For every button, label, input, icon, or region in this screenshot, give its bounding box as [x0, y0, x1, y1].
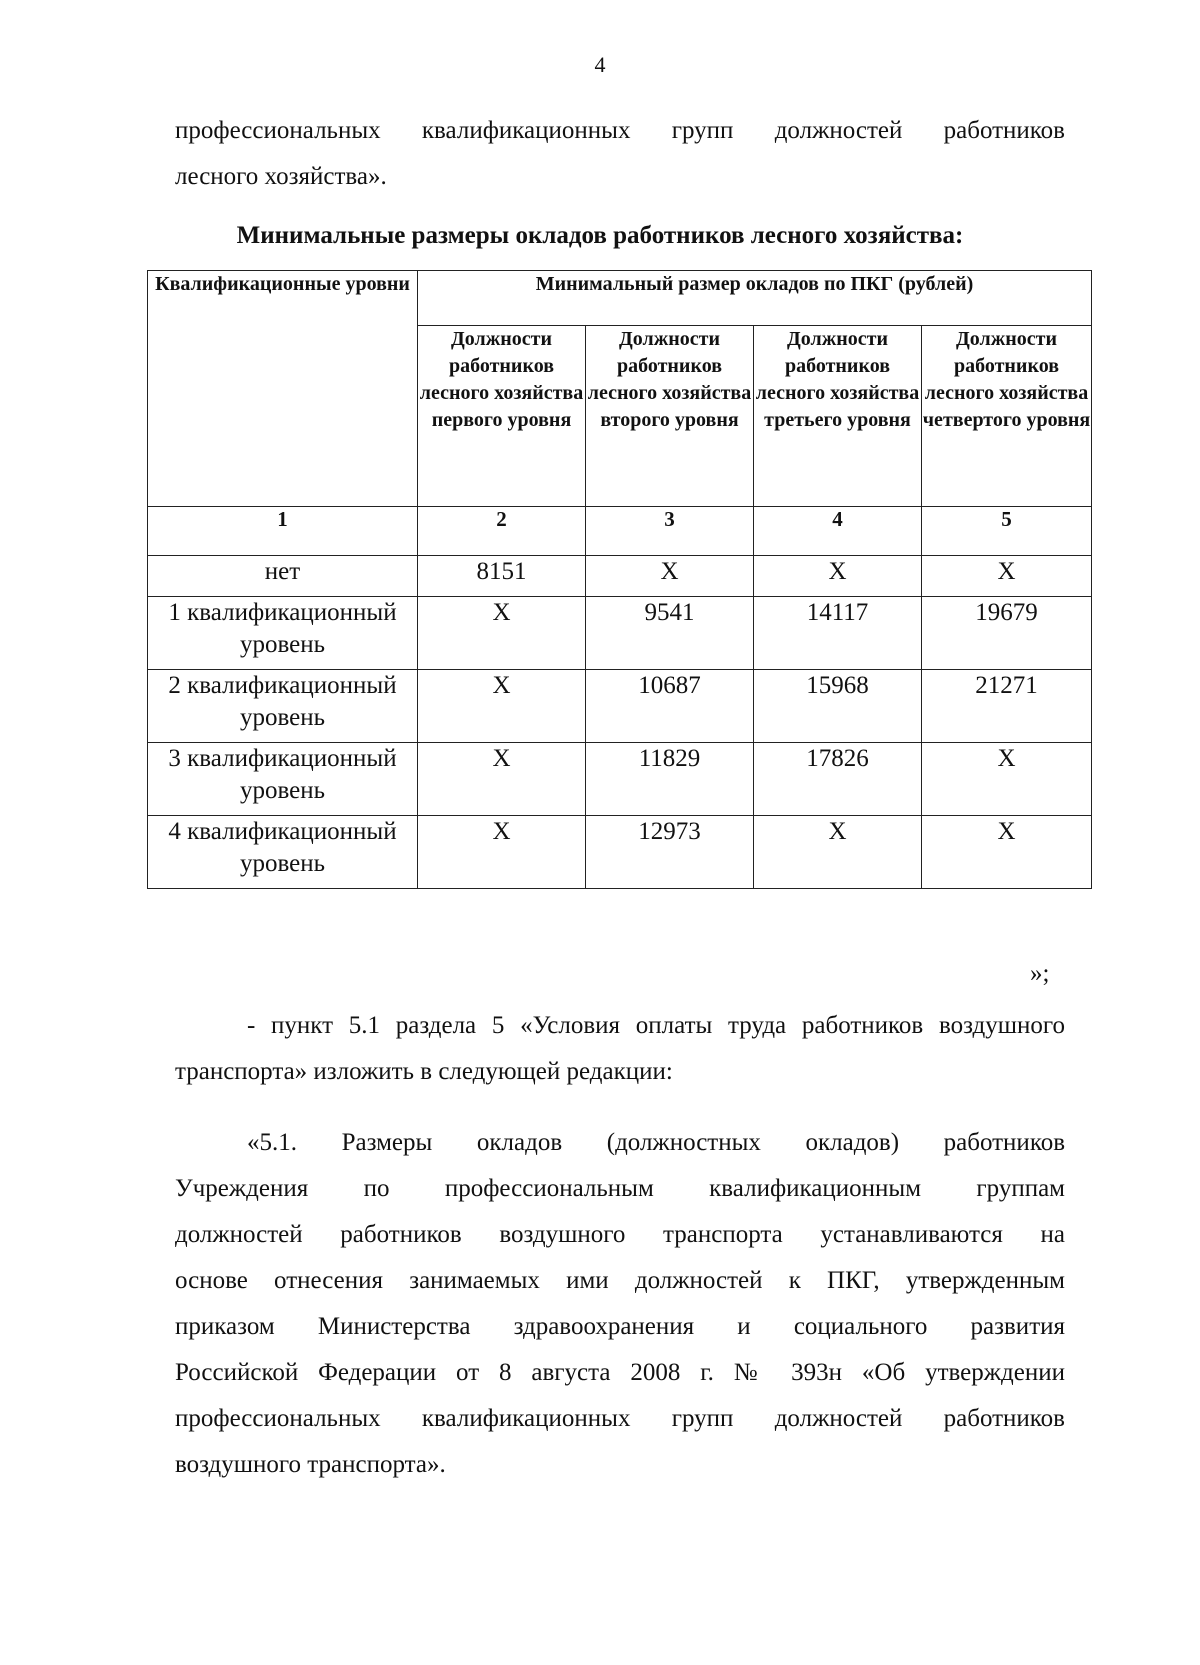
intro-line-1: профессиональных квалификационных групп должностей работников — [175, 117, 1065, 144]
value-cell: 8151 — [418, 556, 586, 597]
header-third-level: Должности работников лесного хозяйства третьего уровня — [754, 326, 922, 507]
column-number-row — [148, 507, 1092, 556]
section-line: Российской Федерации от 8 августа 2008 г. № 393н «Об утверждении — [175, 1359, 1065, 1386]
item-paragraph — [175, 1003, 1065, 1095]
intro-line-2: лесного хозяйства». — [175, 163, 387, 190]
section-paragraph — [175, 1120, 1065, 1488]
value-cell: X — [418, 743, 586, 816]
closing-quote: »; — [1030, 960, 1050, 987]
table-row — [148, 597, 1092, 670]
value-cell: 21271 — [922, 670, 1092, 743]
level-cell: 3 квалификационный уровень — [148, 743, 418, 816]
table-row — [148, 816, 1092, 889]
value-cell: X — [922, 743, 1092, 816]
value-cell: X — [754, 816, 922, 889]
section-line: воздушного транспорта». — [175, 1451, 446, 1478]
value-cell: X — [922, 556, 1092, 597]
value-cell: 15968 — [754, 670, 922, 743]
column-number: 1 — [148, 507, 418, 556]
table-row — [148, 670, 1092, 743]
column-number: 4 — [754, 507, 922, 556]
value-cell: 17826 — [754, 743, 922, 816]
header-fourth-level: Должности работников лесного хозяйства четвертого уровня — [922, 326, 1092, 507]
intro-paragraph — [175, 108, 1065, 200]
value-cell: X — [418, 816, 586, 889]
item-line-1: - пункт 5.1 раздела 5 «Условия оплаты труда работников воздушного — [247, 1012, 1065, 1039]
salary-table — [147, 270, 1092, 889]
header-min-salary-group: Минимальный размер окладов по ПКГ (рублей) — [418, 271, 1092, 326]
section-line: «5.1. Размеры окладов (должностных окладов) работников — [247, 1129, 1065, 1156]
section-line: должностей работников воздушного транспорта устанавливаются на — [175, 1221, 1065, 1248]
section-line: Учреждения по профессиональным квалификационным группам — [175, 1175, 1065, 1202]
header-first-level: Должности работников лесного хозяйства первого уровня — [418, 326, 586, 507]
page-number: 4 — [594, 52, 606, 77]
table-header-row — [148, 271, 1092, 326]
column-number: 3 — [586, 507, 754, 556]
value-cell: 19679 — [922, 597, 1092, 670]
value-cell: 10687 — [586, 670, 754, 743]
value-cell: X — [754, 556, 922, 597]
value-cell: 9541 — [586, 597, 754, 670]
level-cell: 1 квалификационный уровень — [148, 597, 418, 670]
table-title: Минимальные размеры окладов работников лесного хозяйства: — [236, 222, 964, 249]
section-line: профессиональных квалификационных групп должностей работников — [175, 1405, 1065, 1432]
value-cell: X — [418, 670, 586, 743]
value-cell: 14117 — [754, 597, 922, 670]
column-number: 2 — [418, 507, 586, 556]
value-cell: X — [922, 816, 1092, 889]
column-number: 5 — [922, 507, 1092, 556]
level-cell: 4 квалификационный уровень — [148, 816, 418, 889]
header-second-level: Должности работников лесного хозяйства второго уровня — [586, 326, 754, 507]
table-row — [148, 743, 1092, 816]
section-line: приказом Министерства здравоохранения и социального развития — [175, 1313, 1065, 1340]
value-cell: X — [418, 597, 586, 670]
value-cell: 11829 — [586, 743, 754, 816]
value-cell: X — [586, 556, 754, 597]
level-cell: нет — [148, 556, 418, 597]
level-cell: 2 квалификационный уровень — [148, 670, 418, 743]
table-row — [148, 556, 1092, 597]
value-cell: 12973 — [586, 816, 754, 889]
section-line: основе отнесения занимаемых ими должностей к ПКГ, утвержденным — [175, 1267, 1065, 1294]
item-line-2: транспорта» изложить в следующей редакции: — [175, 1058, 673, 1085]
header-qualification-levels: Квалификационные уровни — [148, 271, 418, 507]
